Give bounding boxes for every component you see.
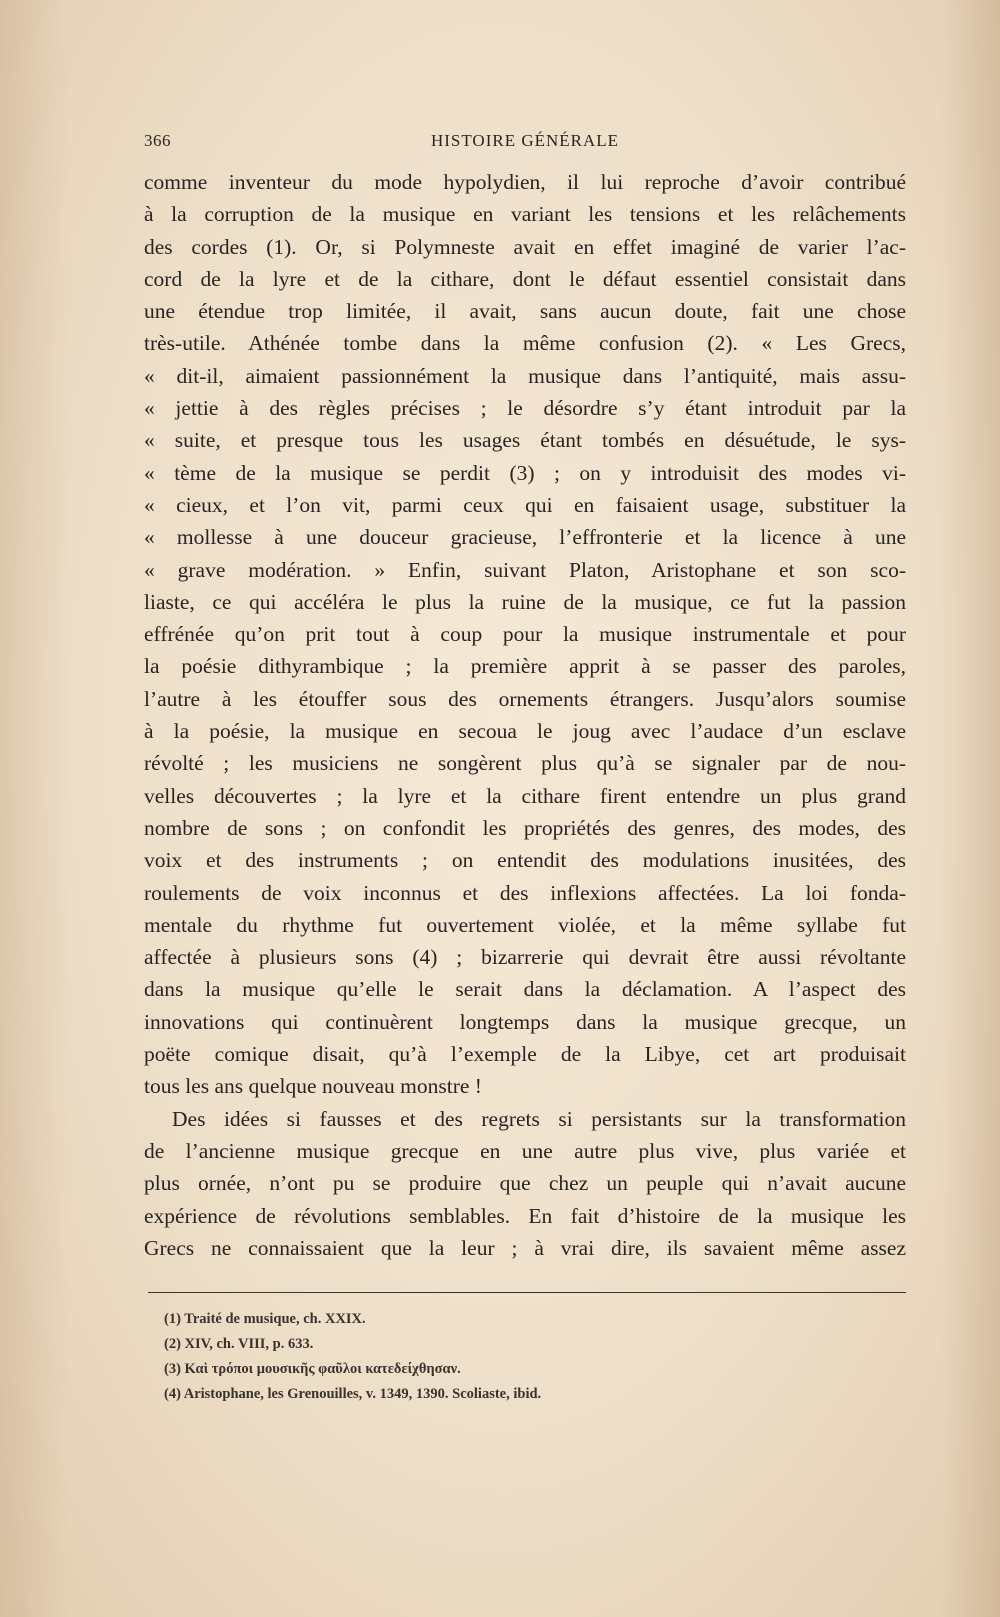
footnotes xyxy=(164,1307,904,1407)
text-line: effrénée qu’on prit tout à coup pour la musique instrumentale et pour xyxy=(144,622,906,647)
text-line: cord de la lyre et de la cithare, dont le défaut essentiel consistait dans xyxy=(144,266,906,291)
text-line: « cieux, et l’on vit, parmi ceux qui en faisaient usage, substituer la xyxy=(144,492,906,517)
text-line: dans la musique qu’elle le serait dans la déclamation. A l’aspect des xyxy=(144,977,906,1002)
text-line: des cordes (1). Or, si Polymneste avait en effet imaginé de varier l’ac- xyxy=(144,234,906,259)
text-line: « dit-il, aimaient passionnément la musique dans l’antiquité, mais assu- xyxy=(144,363,906,388)
text-line: velles découvertes ; la lyre et la cithare firent entendre un plus grand xyxy=(144,783,906,808)
text-line: « jettie à des règles précises ; le désordre s’y étant introduit par la xyxy=(144,396,906,421)
text-line: nombre de sons ; on confondit les propriétés des genres, des modes, des xyxy=(144,815,906,840)
text-line: à la corruption de la musique en variant les tensions et les relâchements xyxy=(144,202,906,227)
text-line: mentale du rhythme fut ouvertement violée, et la même syllabe fut xyxy=(144,912,906,937)
text-line: voix et des instruments ; on entendit des modulations inusitées, des xyxy=(144,848,906,873)
text-line: l’autre à les étouffer sous des ornements étrangers. Jusqu’alors soumise xyxy=(144,686,906,711)
text-line: « mollesse à une douceur gracieuse, l’effronterie et la licence à une xyxy=(144,525,906,550)
text-line: poëte comique disait, qu’à l’exemple de la Libye, cet art produisait xyxy=(144,1042,906,1067)
page-shadow-left xyxy=(0,0,70,1617)
text-line: affectée à plusieurs sons (4) ; bizarrerie qui devrait être aussi révoltante xyxy=(144,945,906,970)
text-line: expérience de révolutions semblables. En fait d’histoire de la musique les xyxy=(144,1203,906,1228)
text-line: liaste, ce qui accéléra le plus la ruine de la musique, ce fut la passion xyxy=(144,589,906,614)
text-line: « tème de la musique se perdit (3) ; on y introduisit des modes vi- xyxy=(144,460,906,485)
text-line: Grecs ne connaissaient que la leur ; à vrai dire, ils savaient même assez xyxy=(144,1235,906,1260)
footnote: (1) Traité de musique, ch. XXIX. xyxy=(164,1311,366,1327)
footnote-rule xyxy=(148,1292,906,1293)
text-line: la poésie dithyrambique ; la première apprit à se passer des paroles, xyxy=(144,654,906,679)
text-line: « grave modération. » Enfin, suivant Platon, Aristophane et son sco- xyxy=(144,557,906,582)
text-line: Des idées si fausses et des regrets si persistants sur la transformation xyxy=(172,1106,906,1131)
text-line: tous les ans quelque nouveau monstre ! xyxy=(144,1074,482,1099)
text-line: très-utile. Athénée tombe dans la même confusion (2). « Les Grecs, xyxy=(144,331,906,356)
footnote: (2) XIV, ch. VIII, p. 633. xyxy=(164,1336,314,1352)
text-line: comme inventeur du mode hypolydien, il lui reproche d’avoir contribué xyxy=(144,170,906,194)
footnote: (4) Aristophane, les Grenouilles, v. 1349, 1390. Scoliaste, ibid. xyxy=(164,1386,542,1402)
text-line: roulements de voix inconnus et des inflexions affectées. La loi fonda- xyxy=(144,880,906,905)
text-line: innovations qui continuèrent longtemps dans la musique grecque, un xyxy=(144,1009,906,1034)
running-head xyxy=(144,131,906,157)
running-title: HISTOIRE GÉNÉRALE xyxy=(430,131,620,150)
text-line: « suite, et presque tous les usages étant tombés en désuétude, le sys- xyxy=(144,428,906,453)
text-line: de l’ancienne musique grecque en une autre plus vive, plus variée et xyxy=(144,1138,906,1163)
page-number: 366 xyxy=(144,131,171,150)
text-line: une étendue trop limitée, il avait, sans aucun doute, fait une chose xyxy=(144,299,906,324)
text-line: révolté ; les musiciens ne songèrent plus qu’à se signaler par de nou- xyxy=(144,751,906,776)
text-line: plus ornée, n’ont pu se produire que chez un peuple qui n’avait aucune xyxy=(144,1171,906,1196)
text-line: à la poésie, la musique en secoua le joug avec l’audace d’un esclave xyxy=(144,719,906,744)
body-text xyxy=(144,166,906,1264)
footnote: (3) Καὶ τρόποι μουσικῆς φαῦλοι κατεδείχθησαν. xyxy=(164,1361,461,1377)
page-shadow-right xyxy=(940,0,1000,1617)
